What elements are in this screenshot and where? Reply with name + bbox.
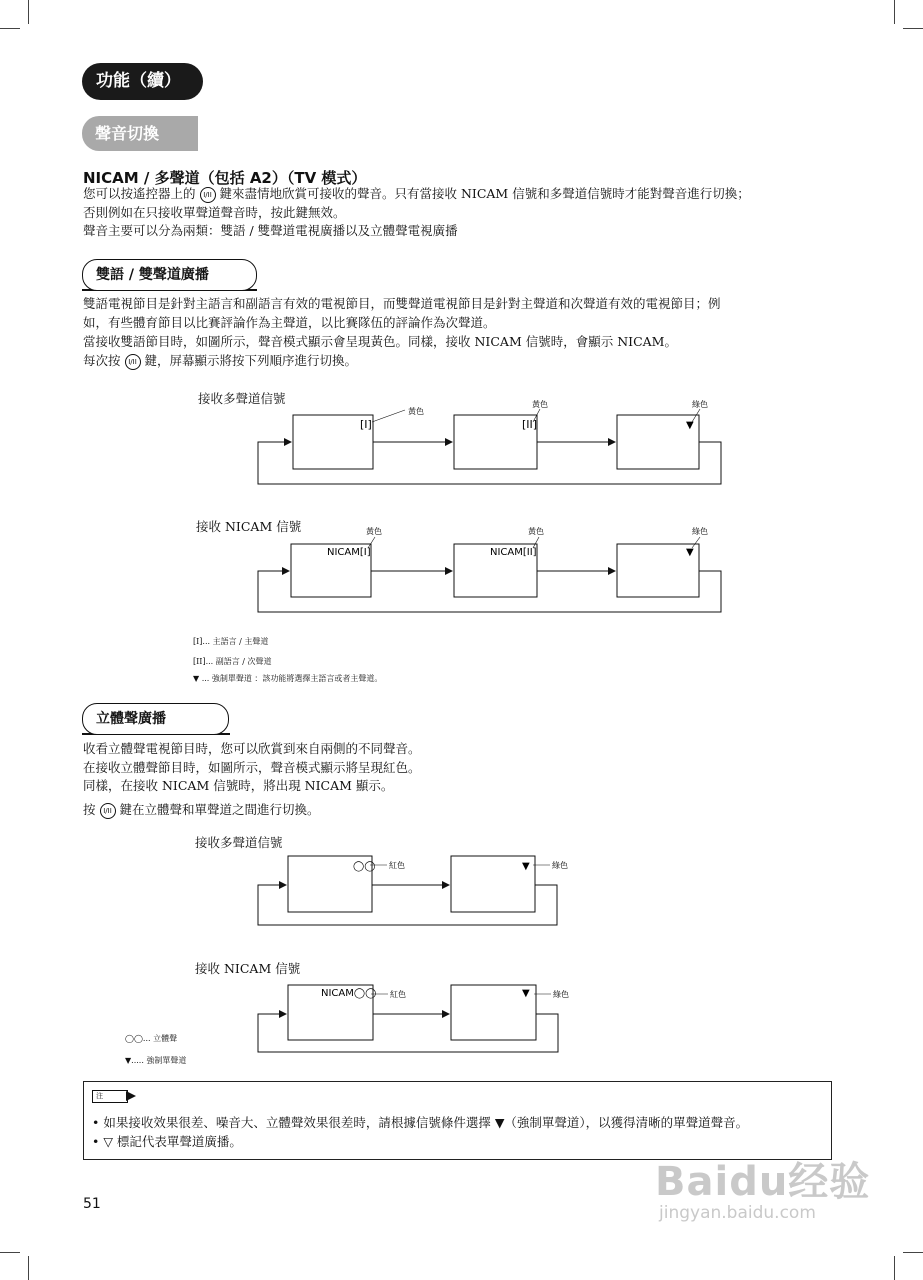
color-label: 紅色 [390, 990, 406, 999]
stereo-section-title: 立體聲廣播 [82, 703, 229, 735]
color-label: 黃色 [532, 400, 548, 409]
box-text: [II] [522, 418, 538, 431]
color-label: 綠色 [553, 990, 569, 999]
stereo-paragraph-1: 收看立體聲電視節目時，您可以欣賞到來自兩側的不同聲音。 [83, 741, 421, 756]
stereo-nicam-diagram [0, 980, 923, 1060]
bilingual-paragraph-3: 當接收雙語節目時，如圖所示，聲音模式顯示會呈現黃色。同樣，接收 NICAM 信號時，會顯示 NICAM。 [83, 334, 677, 349]
crop-mark [903, 28, 923, 29]
bilingual-nicam-diagram [0, 520, 923, 620]
stereo-indicator: ◯◯ [353, 861, 376, 872]
bilingual-p4b: 鍵，屏幕顯示將按下列順序進行切換。 [144, 353, 357, 368]
bilingual-section-title: 雙語 / 雙聲道廣播 [82, 259, 257, 291]
box-text: [I] [360, 418, 372, 431]
color-label: 黃色 [366, 527, 382, 536]
pencil-icon [126, 1090, 138, 1102]
stereo-indicator: NICAM◯◯ [321, 988, 377, 999]
legend-item: ▼ ... 強制單聲道 ：該功能將選擇主語言或者主聲道。 [193, 674, 383, 683]
nicam-paragraph-3: 聲音主要可以分為兩類：雙語 / 雙聲道電視廣播以及立體聲電視廣播 [83, 223, 458, 238]
legend-item: [II]... 副語言 / 次聲道 [193, 657, 272, 666]
color-label: 黃色 [408, 407, 424, 416]
note-line-1: • 如果接收效果很差、噪音大、立體聲效果很差時，請根據信號條件選擇 ▼（強制單聲道），以獲得清晰的單聲道聲音。 [92, 1115, 749, 1130]
watermark-logo [655, 1150, 870, 1223]
watermark-url: jingyan.baidu.com [659, 1203, 816, 1223]
note-tag: 注 [92, 1090, 128, 1103]
diagram-label: 接收 NICAM 信號 [195, 961, 301, 976]
bilingual-paragraph-1: 雙語電視節目是針對主語言和副語言有效的電視節目，而雙聲道電視節目是針對主聲道和次聲道有效的電視節目；例 [83, 296, 721, 311]
stereo-p4b: 鍵在立體聲和單聲道之間進行切換。 [119, 802, 320, 817]
bilingual-p4a: 每次按 [83, 353, 121, 368]
stereo-paragraph-3: 同樣，在接收 NICAM 信號時，將出現 NICAM 顯示。 [83, 778, 394, 793]
nicam-p1a: 您可以按遙控器上的 [83, 186, 196, 201]
mono-indicator: ▼ [522, 861, 530, 872]
crop-mark [0, 1252, 20, 1253]
color-label: 黃色 [528, 527, 544, 536]
color-label: 綠色 [692, 400, 708, 409]
legend-item: ◯◯... 立體聲 [125, 1034, 178, 1043]
nicam-paragraph-1 [83, 185, 750, 203]
audio-key-icon: I/II [125, 354, 141, 370]
crop-mark [28, 0, 29, 24]
audio-key-icon: I/II [100, 803, 116, 819]
stereo-p4a: 按 [83, 802, 96, 817]
bilingual-multichannel-diagram [0, 395, 923, 495]
diagram-label: 接收多聲道信號 [195, 835, 283, 850]
crop-mark [0, 28, 20, 29]
nicam-paragraph-2: 否則例如在只接收單聲道聲音時，按此鍵無效。 [83, 205, 346, 220]
color-label: 綠色 [692, 527, 708, 536]
note-line-2: • ▽ 標記代表單聲道廣播。 [92, 1134, 242, 1149]
mono-indicator: ▼ [686, 547, 694, 558]
stereo-paragraph-2: 在接收立體聲節目時，如圖所示，聲音模式顯示將呈現紅色。 [83, 760, 421, 775]
box-text: NICAM[II] [490, 547, 537, 558]
note-box [83, 1081, 832, 1160]
diagram-label: 接收多聲道信號 [198, 391, 286, 406]
color-label: 綠色 [552, 861, 568, 870]
stereo-multichannel-diagram [0, 850, 923, 930]
crop-mark [894, 0, 895, 24]
box-text: NICAM[I] [327, 547, 371, 558]
stereo-paragraph-4 [83, 801, 320, 819]
legend-item: ▼..... 強制單聲道 [125, 1056, 187, 1065]
watermark-brand: Baidu经验 [655, 1159, 871, 1205]
bilingual-paragraph-4 [83, 352, 357, 370]
color-label: 紅色 [389, 861, 405, 870]
crop-mark [894, 1256, 895, 1280]
page-number: 51 [83, 1196, 101, 1212]
mono-indicator: ▼ [522, 988, 530, 999]
crop-mark [28, 1256, 29, 1280]
audio-key-icon: I/II [200, 187, 216, 203]
nicam-p1b: 鍵來盡情地欣賞可接收的聲音。只有當接收 NICAM 信號和多聲道信號時才能對聲音進行切換； [219, 186, 750, 201]
bilingual-paragraph-2: 如，有些體育節目以比賽評論作為主聲道，以比賽隊伍的評論作為次聲道。 [83, 315, 496, 330]
crop-mark [903, 1252, 923, 1253]
legend-item: [I]... 主語言 / 主聲道 [193, 637, 269, 646]
diagram-label: 接收 NICAM 信號 [196, 519, 302, 534]
page-title: 功能（續） [82, 63, 203, 100]
mono-indicator: ▼ [686, 420, 694, 431]
nicam-title: NICAM / 多聲道（包括 A2）（TV 模式） [83, 169, 367, 187]
section-title: 聲音切換 [82, 116, 198, 151]
